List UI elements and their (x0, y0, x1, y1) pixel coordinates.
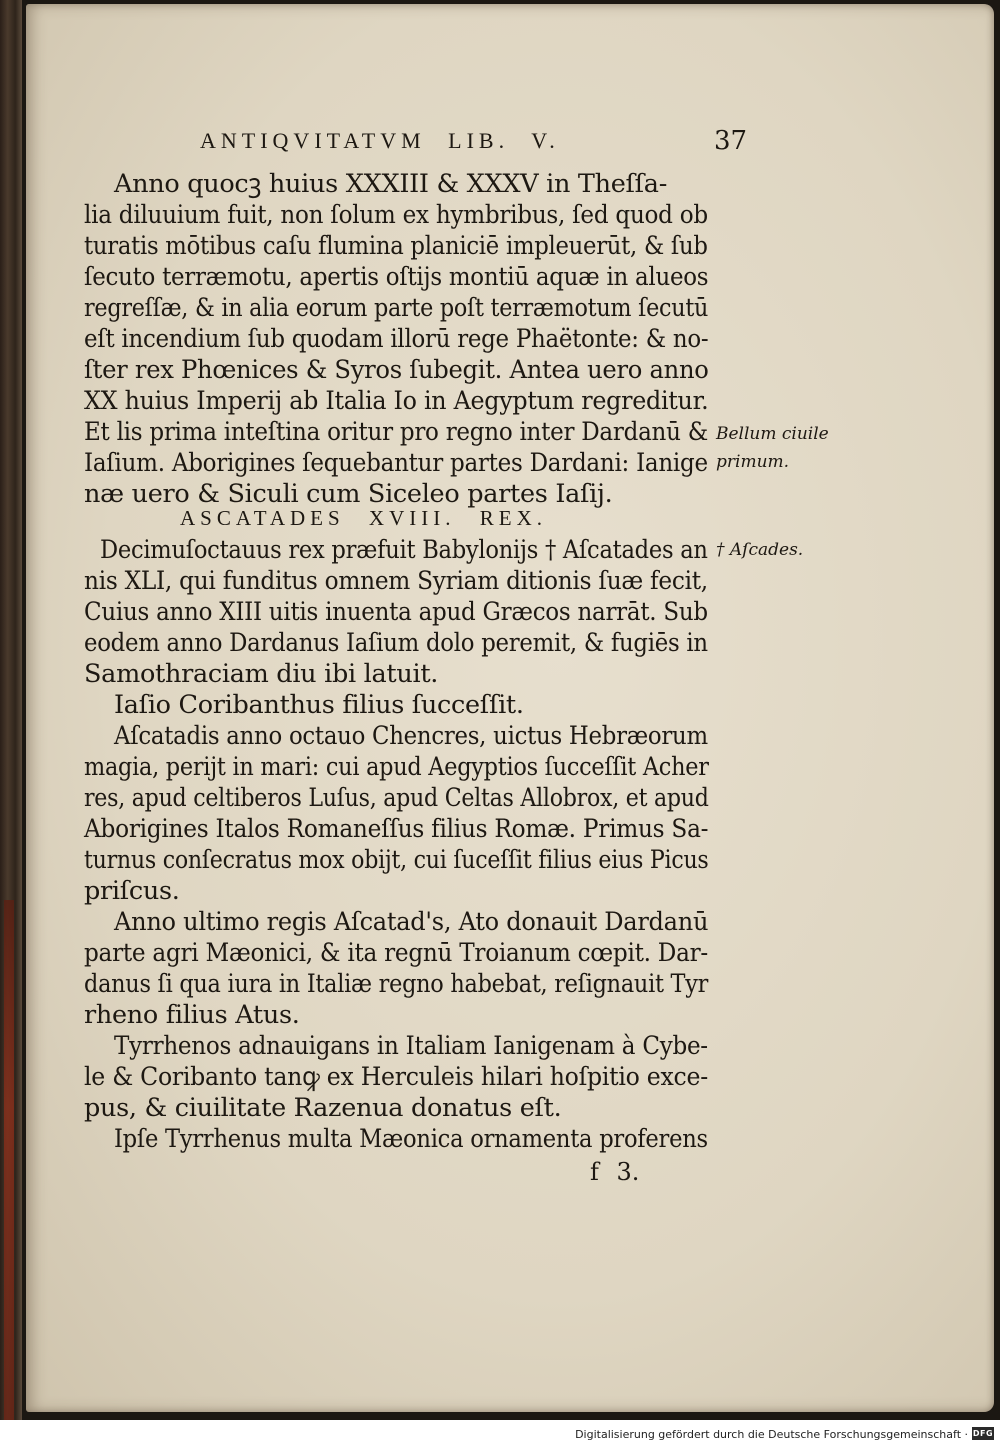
book-spine-binding (4, 900, 14, 1420)
body-line: res, apud celtiberos Luſus, apud Celtas Allobrox, et apud (84, 783, 709, 813)
body-line: pus, & ciuilitate Razenua donatus eſt. (84, 1093, 562, 1123)
body-line: Iaſium. Aborigines ſequebantur partes Dardani: Ianige (84, 448, 708, 478)
body-line: priſcus. (84, 876, 180, 906)
running-title: ANTIQVITATVM LIB. V. (200, 128, 560, 153)
margin-note-primum: primum. (716, 452, 790, 472)
body-line: Aborigines Italos Romaneſſus filius Romæ. Primus Sa- (84, 814, 709, 844)
body-line: ſter rex Phœnices & Syros ſubegit. Antea uero anno (84, 355, 709, 385)
margin-note-ascades: † Aſcades. (716, 540, 804, 560)
body-line: rheno filius Atus. (84, 1000, 300, 1030)
body-line: turatis mōtibus caſu flumina planiciē impleuerūt, & ſub (84, 231, 708, 261)
body-line: lia diluuium fuit, non ſolum ex hymbribus, ſed quod ob (84, 200, 708, 230)
body-line: Anno quocꝫ huius XXXIII & XXXV in Theſſa- (114, 169, 668, 199)
body-line: XX huius Imperij ab Italia Io in Aegyptum regreditur. (84, 386, 709, 416)
body-line: nis XLI, qui funditus omnem Syriam ditionis ſuæ fecit, (84, 566, 708, 596)
body-line: Et lis prima inteſtina oritur pro regno inter Dardanū & (84, 417, 708, 447)
footer-credit: Digitalisierung gefördert durch die Deutsche Forschungsgemeinschaft · (575, 1428, 968, 1441)
body-line: eſt incendium ſub quodam illorū rege Phaëtonte: & no- (84, 324, 709, 354)
body-line: parte agri Mæonici, & ita regnū Troianum cœpit. Dar- (84, 938, 708, 968)
body-line: Decimuſoctauus rex præfuit Babylonijs † Aſcatades an (100, 535, 708, 565)
body-line: le & Coribanto tanꝙ ex Herculeis hilari hoſpitio exce- (84, 1062, 708, 1092)
page-number: 37 (714, 126, 748, 156)
signature-mark: f 3. (590, 1158, 640, 1186)
body-line: Cuius anno XIII uitis inuenta apud Græcos narrāt. Sub (84, 597, 708, 627)
body-line: Ipſe Tyrrhenus multa Mæonica ornamenta proferens (114, 1124, 708, 1154)
margin-note-bellum: Bellum ciuile (716, 424, 829, 444)
body-line: danus ſi qua iura in Italiæ regno habebat, reſignauit Tyr (84, 969, 709, 999)
body-line: Aſcatadis anno octauo Chencres, uictus Hebræorum (114, 721, 708, 751)
body-line: Iaſio Coribanthus filius ſucceſſit. (114, 690, 524, 720)
body-line: ſecuto terræmotu, apertis oſtijs montiū aquæ in alueos (84, 262, 709, 292)
body-line: næ uero & Siculi cum Siceleo partes Iaſij. (84, 479, 613, 509)
body-line: Samothraciam diu ibi latuit. (84, 659, 439, 689)
body-line: regreſſæ, & in alia eorum parte poſt terræmotum ſecutū (84, 293, 709, 323)
body-line: magia, perijt in mari: cui apud Aegyptios ſucceſſit Acher (84, 752, 709, 782)
dfg-logo: DFG (972, 1429, 994, 1438)
body-line: turnus conſecratus mox obijt, cui ſuceſſit filius eius Picus (84, 845, 709, 875)
body-line: eodem anno Dardanus Iaſium dolo peremit, & fugiēs in (84, 628, 708, 658)
body-line: Tyrrhenos adnauigans in Italiam Ianigenam à Cybe- (114, 1031, 708, 1061)
body-line: Anno ultimo regis Aſcatad's, Ato donauit Dardanū (114, 907, 709, 937)
section-heading: ASCATADES XVIII. REX. (180, 506, 547, 530)
